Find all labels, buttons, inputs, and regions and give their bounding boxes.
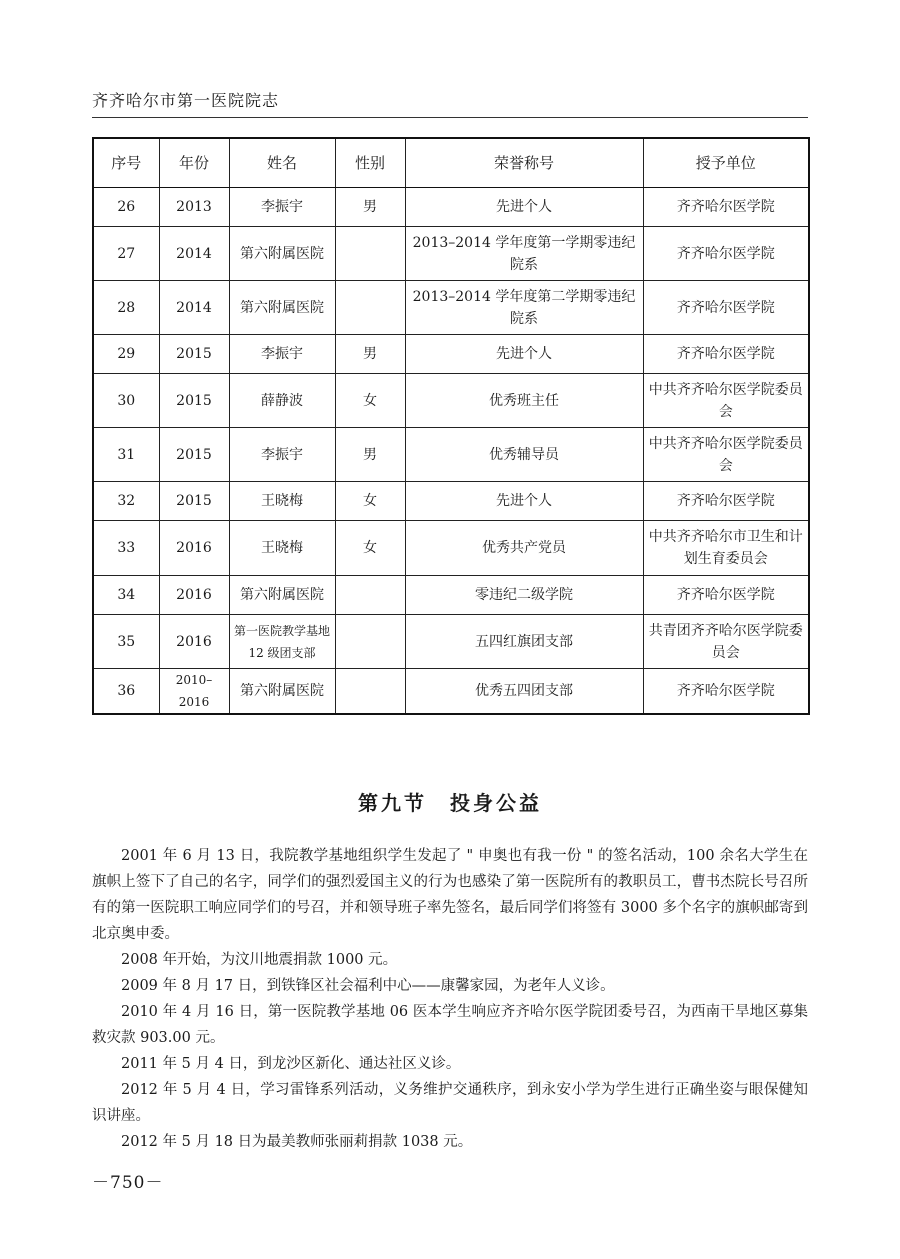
- cell-year: 2015: [159, 374, 229, 428]
- table-row: [93, 482, 809, 521]
- column-header-honor: 荣誉称号: [405, 138, 643, 188]
- cell-year: 2010–2016: [159, 669, 229, 715]
- cell-year: 2016: [159, 615, 229, 669]
- cell-awarding-unit: 齐齐哈尔医学院: [643, 281, 809, 335]
- paragraph: 2011 年 5 月 4 日，到龙沙区新化、通达社区义诊。: [121, 1056, 461, 1072]
- table-row: [93, 227, 809, 281]
- cell-year: 2016: [159, 576, 229, 615]
- cell-gender: [335, 227, 405, 281]
- cell-awarding-unit: 齐齐哈尔医学院: [643, 576, 809, 615]
- cell-name: 薛静波: [229, 374, 335, 428]
- page-number: －750－: [92, 1173, 164, 1193]
- table-row: [93, 576, 809, 615]
- cell-name: 第六附属医院: [229, 281, 335, 335]
- cell-gender: 女: [335, 521, 405, 576]
- cell-honor: 2013–2014 学年度第一学期零违纪院系: [405, 227, 643, 281]
- column-header-gender: 性别: [335, 138, 405, 188]
- cell-gender: 男: [335, 335, 405, 374]
- cell-year: 2015: [159, 482, 229, 521]
- cell-name: 第一医院教学基地 12 级团支部: [229, 615, 335, 669]
- cell-awarding-unit: 齐齐哈尔医学院: [643, 188, 809, 227]
- cell-gender: 男: [335, 188, 405, 227]
- page-header: 齐齐哈尔市第一医院院志: [92, 91, 280, 110]
- cell-year: 2013: [159, 188, 229, 227]
- header-rule: [92, 117, 808, 118]
- cell-year: 2014: [159, 227, 229, 281]
- cell-name: 第六附属医院: [229, 669, 335, 715]
- cell-index: 29: [93, 335, 159, 374]
- cell-index: 33: [93, 521, 159, 576]
- cell-index: 31: [93, 428, 159, 482]
- cell-awarding-unit: 中共齐齐哈尔医学院委员会: [643, 374, 809, 428]
- paragraph: 2008 年开始，为汶川地震捐款 1000 元。: [121, 952, 398, 968]
- cell-honor: 优秀班主任: [405, 374, 643, 428]
- paragraph: 2001 年 6 月 13 日，我院教学基地组织学生发起了 " 申奥也有我一份 " 的签名活动，100 余名大学生在旗帜上签下了自己的名字，同学们的强烈爱国主义的行为也感染了第一医院所有的教职员工，曹书杰院长号召所有的第一医院职工响应同学们的号召，并和领导班子率先签名，最后同学们将签有 3000 多个名字的旗帜邮寄到北京奥申委。: [92, 848, 808, 942]
- column-header-awarding-unit: 授予单位: [643, 138, 809, 188]
- cell-gender: 女: [335, 374, 405, 428]
- cell-honor: 优秀五四团支部: [405, 669, 643, 715]
- cell-name: 王晓梅: [229, 521, 335, 576]
- cell-index: 36: [93, 669, 159, 715]
- cell-awarding-unit: 中共齐齐哈尔医学院委员会: [643, 428, 809, 482]
- table-row: [93, 669, 809, 715]
- cell-awarding-unit: 齐齐哈尔医学院: [643, 482, 809, 521]
- cell-gender: [335, 669, 405, 715]
- cell-honor: 优秀共产党员: [405, 521, 643, 576]
- cell-year: 2014: [159, 281, 229, 335]
- table-row: [93, 374, 809, 428]
- cell-honor: 先进个人: [405, 188, 643, 227]
- cell-awarding-unit: 中共齐齐哈尔市卫生和计划生育委员会: [643, 521, 809, 576]
- table-row: [93, 281, 809, 335]
- cell-honor: 零违纪二级学院: [405, 576, 643, 615]
- honors-table: [92, 137, 810, 715]
- section-title: 第九节 投身公益: [358, 791, 542, 815]
- cell-honor: 五四红旗团支部: [405, 615, 643, 669]
- cell-gender: 女: [335, 482, 405, 521]
- table-row: [93, 188, 809, 227]
- cell-name: 李振宇: [229, 188, 335, 227]
- table-row: [93, 428, 809, 482]
- cell-gender: [335, 615, 405, 669]
- paragraph: 2009 年 8 月 17 日，到铁锋区社会福利中心——康馨家园，为老年人义诊。: [121, 978, 615, 994]
- table-row: [93, 521, 809, 576]
- cell-honor: 2013–2014 学年度第二学期零违纪院系: [405, 281, 643, 335]
- cell-honor: 先进个人: [405, 335, 643, 374]
- cell-index: 28: [93, 281, 159, 335]
- cell-honor: 优秀辅导员: [405, 428, 643, 482]
- cell-index: 32: [93, 482, 159, 521]
- table-header-row: [93, 138, 809, 188]
- cell-year: 2015: [159, 335, 229, 374]
- cell-name: 王晓梅: [229, 482, 335, 521]
- cell-name: 第六附属医院: [229, 576, 335, 615]
- table-row: [93, 615, 809, 669]
- cell-index: 27: [93, 227, 159, 281]
- cell-gender: [335, 576, 405, 615]
- cell-index: 34: [93, 576, 159, 615]
- table-row: [93, 335, 809, 374]
- cell-index: 26: [93, 188, 159, 227]
- cell-awarding-unit: 共青团齐齐哈尔医学院委员会: [643, 615, 809, 669]
- cell-awarding-unit: 齐齐哈尔医学院: [643, 669, 809, 715]
- column-header-year: 年份: [159, 138, 229, 188]
- body-text: [92, 843, 808, 1155]
- cell-index: 30: [93, 374, 159, 428]
- paragraph: 2012 年 5 月 4 日，学习雷锋系列活动，义务维护交通秩序，到永安小学为学生进行正确坐姿与眼保健知识讲座。: [92, 1082, 808, 1124]
- paragraph: 2010 年 4 月 16 日，第一医院教学基地 06 医本学生响应齐齐哈尔医学院团委号召，为西南干旱地区募集救灾款 903.00 元。: [92, 1004, 808, 1046]
- cell-name: 李振宇: [229, 428, 335, 482]
- cell-awarding-unit: 齐齐哈尔医学院: [643, 335, 809, 374]
- cell-year: 2015: [159, 428, 229, 482]
- cell-name: 第六附属医院: [229, 227, 335, 281]
- cell-honor: 先进个人: [405, 482, 643, 521]
- paragraph: 2012 年 5 月 18 日为最美教师张丽莉捐款 1038 元。: [121, 1134, 473, 1150]
- cell-gender: 男: [335, 428, 405, 482]
- cell-gender: [335, 281, 405, 335]
- cell-awarding-unit: 齐齐哈尔医学院: [643, 227, 809, 281]
- cell-year: 2016: [159, 521, 229, 576]
- column-header-name: 姓名: [229, 138, 335, 188]
- column-header-index: 序号: [93, 138, 159, 188]
- cell-name: 李振宇: [229, 335, 335, 374]
- cell-index: 35: [93, 615, 159, 669]
